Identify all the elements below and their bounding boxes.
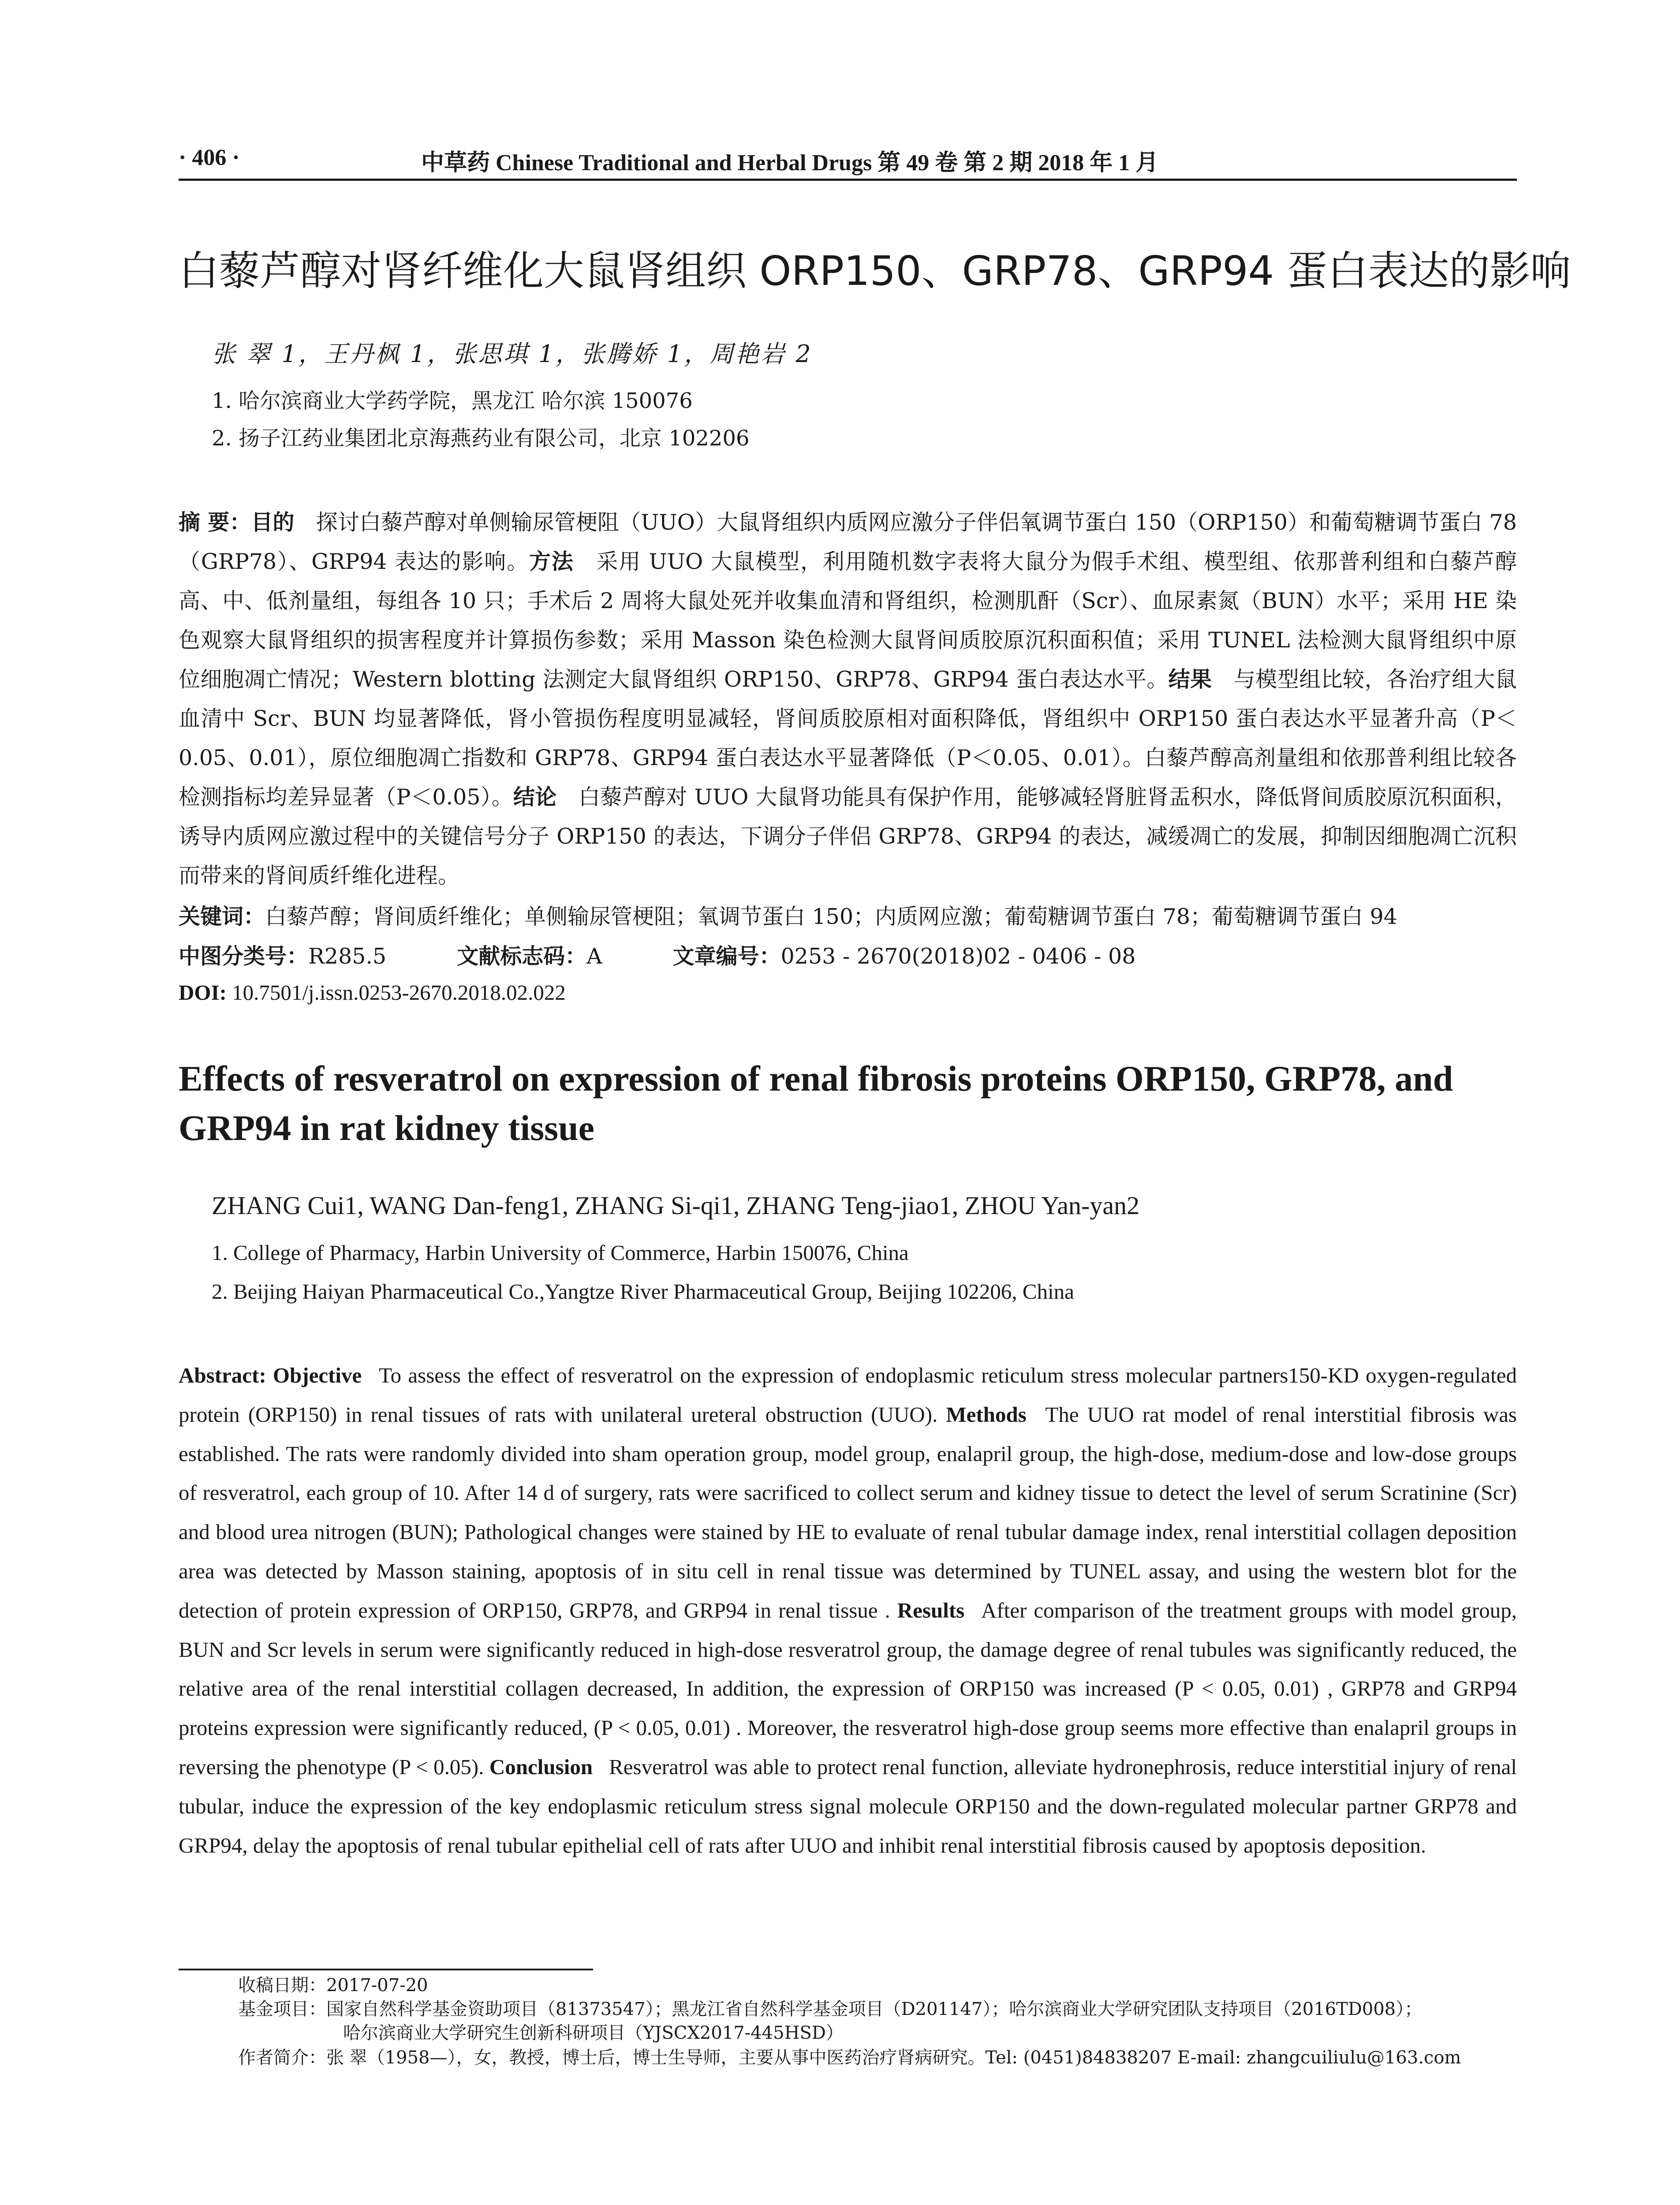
en-results-text: After comparison of the treatment groups with model group, BUN and Scr levels in serum were significantly reduced in high-dose resveratrol group, the damage degree of renal tubules was significantly reduced, the relative area of the renal interstitial collagen decreased, In addition, the expression of ORP150 was increased (P < 0.05, 0.01) , GRP78 and GRP94 proteins expression were significantly reduced, (P < 0.05, 0.01) . Moreover, the resveratrol high-dose group seems more effective than enalapril groups in reversing the phenotype (P < 0.05).	[179, 1598, 1517, 1779]
en-conclusion-label: Conclusion	[489, 1754, 593, 1779]
en-objective-text: To assess the effect of resveratrol on the expression of endoplasmic reticulum stress molecular partners150-KD oxygen-regulated protein (ORP150) in renal tissues of rats with unilateral ureteral obstruction (UUO).	[179, 1363, 1517, 1427]
en-methods-label: Methods	[946, 1402, 1027, 1427]
doc-code-label: 文献标志码：	[457, 944, 587, 969]
doi-row	[179, 980, 566, 1005]
footnote-funding: 基金项目：国家自然科学基金资助项目（81373547）；黑龙江省自然科学基金项目（D201147）；哈尔滨商业大学研究团队支持项目（2016TD008）；	[238, 1999, 1422, 2019]
cn-objective-label: 目的	[251, 510, 295, 535]
en-objective-label: Objective	[273, 1363, 362, 1387]
en-title: Effects of resveratrol on expression of renal fibrosis proteins ORP150, GRP78, and GRP94 in rat kidney tissue	[179, 1058, 1453, 1148]
en-affiliation-1: 1. College of Pharmacy, Harbin University of Commerce, Harbin 150076, China	[212, 1241, 909, 1265]
doi-label: DOI:	[179, 980, 227, 1005]
running-header	[179, 140, 1517, 176]
doc-code-value: A	[586, 944, 602, 969]
article-no-label: 文章编号：	[672, 944, 781, 969]
class-label: 中图分类号：	[179, 944, 309, 969]
doi-value: 10.7501/j.issn.0253-2670.2018.02.022	[232, 980, 566, 1005]
cn-keywords-row	[179, 900, 1397, 931]
cn-results-text: 与模型组比较，各治疗组大鼠血清中 Scr、BUN 均显著降低，肾小管损伤程度明显减轻，肾间质胶原相对面积降低，肾组织中 ORP150 蛋白表达水平显著升高（P＜0.05、0.01），原位细胞凋亡指数和 GRP78、GRP94 蛋白表达水平显著降低（P＜0.05、0.01）。白藜芦醇高剂量组和依那普利组比较各检测指标均差异显著（P＜0.05）。	[179, 667, 1517, 810]
class-value: R285.5	[308, 944, 387, 969]
cn-keywords-text: 白藜芦醇；肾间质纤维化；单侧输尿管梗阻；氧调节蛋白 150；内质网应激；葡萄糖调节蛋白 78；葡萄糖调节蛋白 94	[265, 904, 1397, 929]
cn-methods-label: 方法	[529, 549, 574, 574]
en-abstract	[179, 1356, 1517, 1865]
cn-conclusion-label: 结论	[513, 785, 557, 810]
en-conclusion-text: Resveratrol was able to protect renal function, alleviate hydronephrosis, reduce interstitial injury of renal tubular, induce the expression of the key endoplasmic reticulum stress signal molecule ORP150 and the down-regulated molecular partner GRP78 and GRP94, delay the apoptosis of renal tubular epithelial cell of rats after UUO and inhibit renal interstitial fibrosis caused by apoptosis deposition.	[179, 1754, 1517, 1857]
cn-affiliation-1: 1. 哈尔滨商业大学药学院，黑龙江 哈尔滨 150076	[212, 389, 693, 413]
cn-abstract	[179, 503, 1517, 895]
footnote-author-bio: 作者简介：张 翠（1958—），女，教授，博士后，博士生导师，主要从事中医药治疗肾病研究。Tel: (0451)84838207 E-mail: zhangcuiliulu@163.com	[238, 2048, 1461, 2068]
page-number: · 406 ·	[179, 145, 240, 170]
en-results-label: Results	[897, 1598, 965, 1622]
cn-abstract-label: 摘 要：	[179, 510, 251, 535]
journal-title: 中草药 Chinese Traditional and Herbal Drugs 第 49 卷 第 2 期 2018 年 1 月	[421, 150, 1159, 176]
cn-conclusion-text: 白藜芦醇对 UUO 大鼠肾功能具有保护作用，能够减轻肾脏肾盂积水，降低肾间质胶原沉积面积，诱导内质网应激过程中的关键信号分子 ORP150 的表达，下调分子伴侣 GRP78、GRP94 的表达，减缓凋亡的发展，抑制因细胞凋亡沉积而带来的肾间质纤维化进程。	[179, 785, 1517, 888]
cn-keywords-label: 关键词：	[179, 904, 265, 929]
header-rule	[179, 179, 1517, 181]
en-affiliation-2: 2. Beijing Haiyan Pharmaceutical Co.,Yangtze River Pharmaceutical Group, Beijing 102206, China	[212, 1279, 1074, 1304]
en-abstract-label: Abstract:	[179, 1363, 266, 1387]
article-no-value: 0253 - 2670(2018)02 - 0406 - 08	[780, 944, 1136, 969]
cn-classification-row	[179, 939, 1135, 970]
en-authors	[212, 1191, 1139, 1220]
footnote-rule	[179, 1969, 593, 1970]
cn-results-label: 结果	[1168, 667, 1212, 692]
cn-affiliation-2: 2. 扬子江药业集团北京海燕药业有限公司，北京 102206	[212, 426, 750, 451]
cn-objective-text: 探讨白藜芦醇对单侧输尿管梗阻（UUO）大鼠肾组织内质网应激分子伴侣氧调节蛋白 150（ORP150）和葡萄糖调节蛋白 78（GRP78）、GRP94 表达的影响。	[179, 510, 1517, 574]
cn-authors: 张 翠 1，王丹枫 1，张思琪 1，张腾娇 1，周艳岩 2	[212, 340, 813, 368]
footnote-funding-cont: 哈尔滨商业大学研究生创新科研项目（YJSCX2017-445HSD）	[343, 2023, 844, 2043]
footnote-received: 收稿日期：2017-07-20	[238, 1975, 428, 1996]
cn-title: 白藜芦醇对肾纤维化大鼠肾组织 ORP150、GRP78、GRP94 蛋白表达的影响	[179, 247, 1571, 295]
en-methods-text: The UUO rat model of renal interstitial fibrosis was established. The rats were randomly divided into sham operation group, model group, enalapril group, the high-dose, medium-dose and low-dose groups of resveratrol, each group of 10. After 14 d of surgery, rats were sacrificed to collect serum and kidney tissue to detect the level of serum Scratinine (Scr) and blood urea nitrogen (BUN); Pathological changes were stained by HE to evaluate of renal tubular damage index, renal interstitial collagen deposition area was detected by Masson staining, apoptosis of in situ cell in renal tissue was determined by TUNEL assay, and using the western blot for the detection of protein expression of ORP150, GRP78, and GRP94 in renal tissue .	[179, 1402, 1517, 1622]
en-authors-text: ZHANG Cui1, WANG Dan-feng1, ZHANG Si-qi1, ZHANG Teng-jiao1, ZHOU Yan-yan2	[212, 1191, 1140, 1220]
cn-methods-text: 采用 UUO 大鼠模型，利用随机数字表将大鼠分为假手术组、模型组、依那普利组和白藜芦醇高、中、低剂量组，每组各 10 只；手术后 2 周将大鼠处死并收集血清和肾组织，检测肌酐（Scr）、血尿素氮（BUN）水平；采用 HE 染色观察大鼠肾组织的损害程度并计算损伤参数；采用 Masson 染色检测大鼠肾间质胶原沉积面积值；采用 TUNEL 法检测大鼠肾组织中原位细胞凋亡情况；Western blotting 法测定大鼠肾组织 ORP150、GRP78、GRP94 蛋白表达水平。	[179, 549, 1517, 692]
